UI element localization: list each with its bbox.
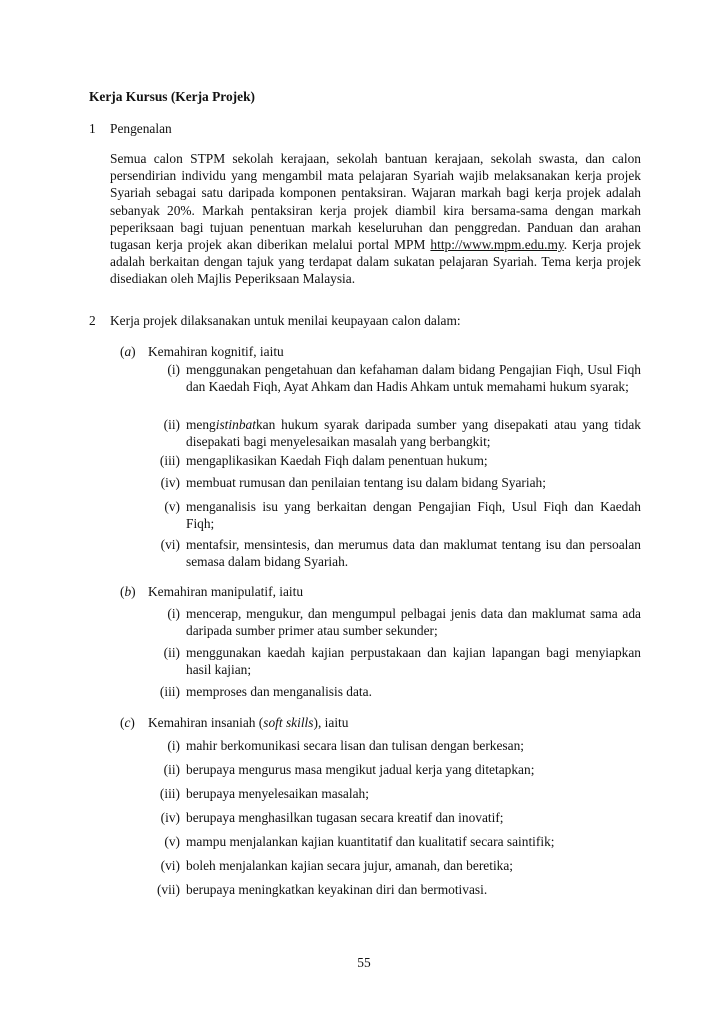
page-title: Kerja Kursus (Kerja Projek) [89,89,255,104]
group-heading: Kemahiran kognitif, iaitu [148,344,284,359]
group-label: (b) [120,584,136,599]
item-text: membuat rumusan dan penilaian tentang isu dalam bidang Syariah; [186,475,546,490]
item-number: (i) [167,362,180,377]
page-number: 55 [357,955,371,970]
item-number: (vi) [160,537,180,552]
item-number: (iv) [160,810,180,825]
item-text: mengistinbatkan hukum syarak daripada sumber yang disepakati atau yang tidak disepakati bagi menyelesaikan masalah yang berbangkit; [186,417,641,450]
item-number: (iii) [159,786,180,801]
item-text: berupaya menyelesaikan masalah; [186,786,369,801]
item-text: boleh menjalankan kajian secara jujur, amanah, dan beretika; [186,858,514,873]
paragraph-text: Semua calon STPM sekolah kerajaan, sekolah bantuan kerajaan, sekolah swasta, dan calon persendirian individu yang mengambil mata pelajaran Syariah wajib melaksanakan kerja projek Syariah sebagai satu daripada komponen pentaksiran. Wajaran markah bagi kerja projek adalah sebanyak 20%. Markah pentaksiran kerja projek diambil kira bersama-sama dengan markah peperiksaan bagi tujuan penentuan markah keseluruhan dan penggredan. Panduan dan arahan tugasan kerja projek akan diberikan melalui portal MPM [110,151,641,253]
paragraph-text: . Kerja projek adalah berkaitan dengan tajuk yang terdapat dalam sukatan pelajaran Syariah. Tema kerja projek disediakan oleh Majlis Peperiksaan Malaysia. [110,237,641,287]
group-b-items [120,605,641,699]
group-heading: Kemahiran manipulatif, iaitu [148,584,304,599]
mpm-portal-link[interactable]: http://www.mpm.edu.my [430,237,564,253]
section-number: 1 [89,121,96,136]
item-number: (vi) [160,858,180,873]
item-number: (v) [164,834,180,849]
group-label: (c) [120,715,135,730]
item-number: (iv) [160,475,180,490]
item-text: mahir berkomunikasi secara lisan dan tulisan dengan berkesan; [186,738,525,753]
item-number: (ii) [163,762,180,777]
item-text: mengaplikasikan Kaedah Fiqh dalam penentuan hukum; [186,453,488,468]
group-label: (a) [120,344,136,359]
item-number: (iii) [159,684,180,699]
item-number: (ii) [163,645,180,660]
item-number: (ii) [163,417,180,432]
item-number: (i) [167,606,180,621]
item-text: menggunakan pengetahuan dan kefahaman dalam bidang Pengajian Fiqh, Usul Fiqh dan Kaedah Fiqh, Ayat Ahkam dan Hadis Ahkam untuk memahami hukum syarak; [186,362,641,395]
item-text: berupaya menghasilkan tugasan secara kreatif dan inovatif; [186,810,504,825]
group-c-items [120,737,641,897]
item-text: berupaya meningkatkan keyakinan diri dan bermotivasi. [186,882,488,897]
section-title: Pengenalan [110,121,172,136]
item-number: (vii) [156,882,180,897]
group-a-items [120,361,641,570]
group-heading: Kemahiran insaniah (soft skills), iaitu [148,715,349,730]
item-text: mentafsir, mensintesis, dan merumus data dan maklumat tentang isu dan persoalan semasa dalam bidang Syariah. [186,537,641,570]
item-text: berupaya mengurus masa mengikut jadual kerja yang ditetapkan; [186,762,535,777]
item-number: (iii) [159,453,180,468]
section-number: 2 [89,313,96,328]
item-text: mencerap, mengukur, dan mengumpul pelbagai jenis data dan maklumat sama ada daripada sumber primer atau sumber sekunder; [186,606,641,639]
section-title: Kerja projek dilaksanakan untuk menilai keupayaan calon dalam: [110,313,461,328]
item-text: memproses dan menganalisis data. [186,684,372,699]
item-text: menganalisis isu yang berkaitan dengan Pengajian Fiqh, Usul Fiqh dan Kaedah Fiqh; [186,499,641,532]
item-text: menggunakan kaedah kajian perpustakaan dan kajian lapangan bagi menyiapkan hasil kajian; [186,645,641,678]
item-number: (v) [164,499,180,514]
item-text: mampu menjalankan kajian kuantitatif dan kualitatif secara saintifik; [186,834,555,849]
item-number: (i) [167,738,180,753]
introduction-paragraph [110,150,641,288]
